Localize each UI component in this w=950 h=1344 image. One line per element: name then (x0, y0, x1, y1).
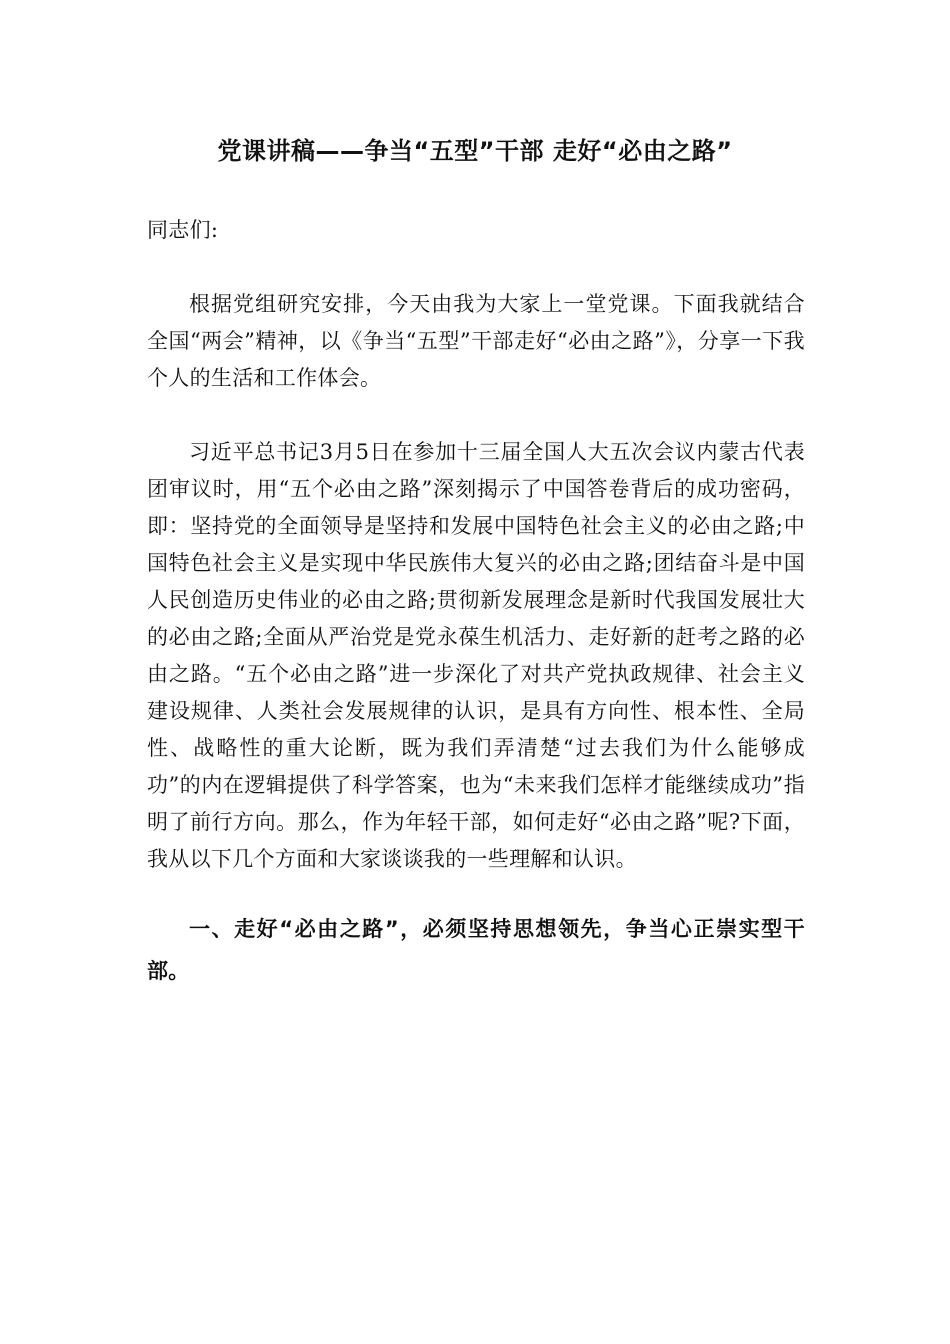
salutation: 同志们: (147, 218, 219, 242)
paragraph-intro: 根据党组研究安排，今天由我为大家上一堂党课。下面我就结合全国“两会”精神，以《争当“五型”干部走好“必由之路”》，分享一下我个人的生活和工作体会。 (147, 292, 805, 390)
paragraph-five-paths: 习近平总书记3月5日在参加十三届全国人大五次会议内蒙古代表团审议时，用“五个必由之路”深刻揭示了中国答卷背后的成功密码，即：坚持党的全面领导是坚持和发展中国特色社会主义的必由之路;中国特色社会主义是实现中华民族伟大复兴的必由之路;团结奋斗是中国人民创造历史伟业的必由之路;贯彻新发展理念是新时代我国发展壮大的必由之路;全面从严治党是党永葆生机活力、走好新的赶考之路的必由之路。“五个必由之路”进一步深化了对共产党执政规律、社会主义建设规律、人类社会发展规律的认识，是具有方向性、根本性、全局性、战略性的重大论断，既为我们弄清楚“过去我们为什么能够成功”的内在逻辑提供了科学答案，也为“未来我们怎样才能继续成功”指明了前行方向。那么，作为年轻干部，如何走好“必由之路”呢?下面，我从以下几个方面和大家谈谈我的一些理解和认识。 (147, 440, 805, 871)
section-heading-1: 一、走好“必由之路”，必须坚持思想领先，争当心正崇实型干部。 (147, 917, 805, 983)
document-body (147, 212, 805, 992)
document-title: 党课讲稿——争当“五型”干部 走好“必由之路” (217, 137, 733, 165)
